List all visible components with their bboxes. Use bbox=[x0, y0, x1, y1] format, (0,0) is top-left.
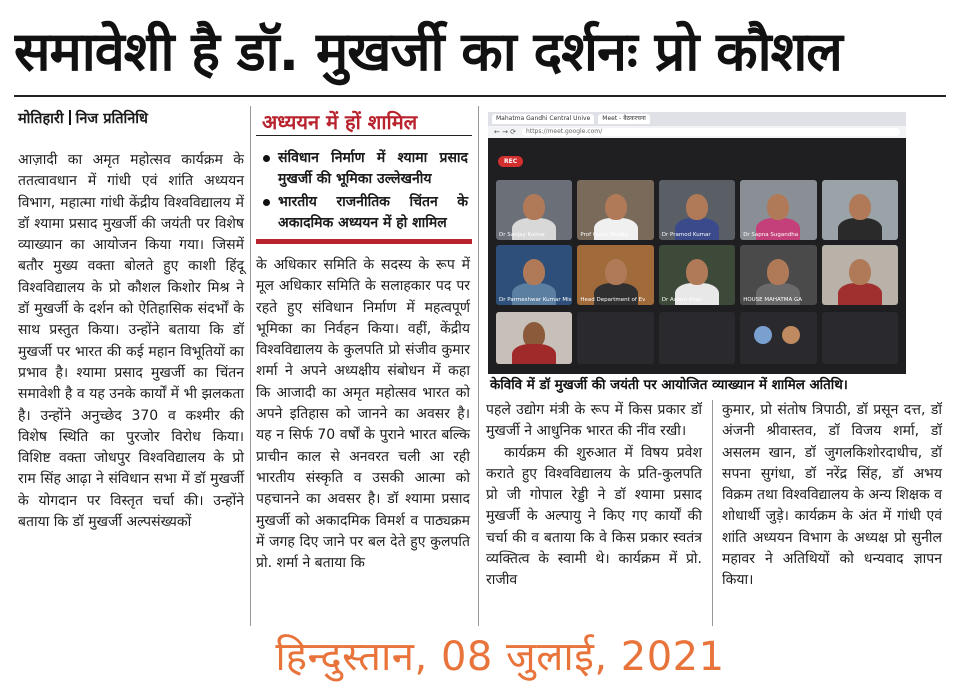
participant-tile bbox=[822, 312, 898, 364]
column-4-paragraph: कुमार, प्रो संतोष त्रिपाठी, डॉ प्रसून दत्त, डॉ अंजनी श्रीवास्तव, डॉ विजय शर्मा, डॉ असलम खान, डॉ जुगलकिशोरदाधीच, डॉ सपना सुगंधा, डॉ नरेंद्र सिंह, डॉ अभय विक्रम तथा विश्वविद्यालय के अन्य शिक्षक व शोधार्थी जुड़े। कार्यक्रम के अंत में गांधी एवं शांति अध्ययन विभाग के अध्यक्ष प्रो सुनील महावर ने अतिथियों को धन्यवाद ज्ञापन किया। bbox=[722, 402, 942, 589]
participant-tile bbox=[496, 312, 572, 364]
browser-url: https://meet.google.com/ bbox=[522, 128, 900, 136]
participant-tile bbox=[659, 312, 735, 364]
box-item: भारतीय राजनीतिक चिंतन के अकादमिक अध्ययन में हो शामिल bbox=[258, 192, 468, 234]
participant-face bbox=[767, 259, 789, 285]
box-title: अध्ययन में हों शामिल bbox=[262, 110, 418, 134]
participant-bottom-row bbox=[496, 312, 898, 364]
participant-face bbox=[767, 194, 789, 220]
browser-address-bar bbox=[488, 126, 906, 138]
participant-face bbox=[605, 259, 627, 285]
box-list bbox=[258, 148, 468, 236]
dateline-separator bbox=[69, 110, 71, 125]
article-column-1 bbox=[18, 150, 244, 533]
dateline bbox=[18, 108, 148, 128]
column-1-paragraph: आज़ादी का अमृत महोत्सव कार्यक्रम के ततत्वावधान में गांधी एवं शांति अध्ययन विभाग, महात्मा गांधी केंद्रीय विश्वविद्यालय में डॉ श्यामा प्रसाद मुखर्जी की जयंती पर विशेष व्याख्यान का आयोजन किया गया। जिसमें बतौर मुख्य वक्ता बोलते हुए काशी हिंदू विश्वविद्यालय के प्रो कौशल किशोर मिश्र ने डॉ मुखर्जी के दर्शन को ऐतिहासिक संदर्भों के साथ प्रस्तुत किया। उन्होंने बताया कि डॉ मुखर्जी पर भारत की कई महान विभूतियों का प्रभाव है। श्यामा प्रसाद मुखर्जी का चिंतन समावेशी है व यह उनके कार्यों में भी झलकता है। उन्होंने अनुच्छेद 370 व कश्मीर की विशेष स्थिति का पुरजोर विरोध किया। विशिष्ट वक्ता जोधपुर विश्वविद्यालय के प्रो राम सिंह आढ़ा ने संविधान सभा में डॉ मुखर्जी के योगदान पर विस्तृत चर्चा की। उन्होंने बताया कि डॉ मुखर्जी अल्पसंख्यकों bbox=[18, 152, 244, 531]
participant-body bbox=[838, 218, 882, 240]
column-divider bbox=[712, 400, 713, 626]
box-item: संविधान निर्माण में श्यामा प्रसाद मुखर्जी की भूमिका उल्लेखनीय bbox=[258, 148, 468, 190]
participant-name: Prof Gopal Reddy bbox=[580, 232, 628, 238]
participant-body bbox=[512, 344, 556, 364]
participant-tile bbox=[740, 312, 816, 364]
participant-face bbox=[686, 194, 708, 220]
participant-tile bbox=[496, 245, 572, 305]
participant-name: Head Department of Ev bbox=[580, 297, 646, 303]
participant-grid bbox=[496, 180, 898, 305]
participant-name: Dr Parmeshwar Kumar Mis bbox=[499, 297, 572, 303]
participant-tile bbox=[577, 245, 653, 305]
browser-tab: Mahatma Gandhi Central Unive bbox=[492, 114, 594, 124]
avatar bbox=[754, 326, 772, 344]
participant-tile bbox=[822, 180, 898, 240]
dateline-place: मोतिहारी bbox=[18, 111, 64, 127]
column-2-paragraph: के अधिकार समिति के सदस्य के रूप में मूल अधिकार समिति के सलाहकार पद पर रहते हुए संविधान निर्माण में महत्वपूर्ण भूमिका का निर्वहन किया। वहीं, केंद्रीय विश्वविद्यालय के कुलपति प्रो संजीव कुमार शर्मा ने अपने अध्यक्षीय संबोधन में कहा कि आजादी का अमृत महोत्सव भारत को अपने इतिहास को जानने का अवसर है। यह न सिर्फ 70 वर्षों के पुराने भारत बल्कि प्राचीन काल से अनवरत चली आ रही भारतीय संस्कृति व उसकी आत्मा को पहचानने का अवसर है। डॉ श्यामा प्रसाद मुखर्जी को अकादमिक विमर्श व पाठ्यक्रम में जगह दिए जाने पर बल देते हुए कुलपति प्रो. शर्मा ने बताया कि bbox=[256, 257, 470, 572]
browser-tab-bar bbox=[488, 112, 906, 126]
participant-face bbox=[523, 259, 545, 285]
source-stamp: हिन्दुस्तान, 08 जुलाई, 2021 bbox=[275, 634, 725, 680]
dateline-reporter: निज प्रतिनिधि bbox=[75, 111, 148, 127]
headline: समावेशी है डॉ. मुखर्जी का दर्शनः प्रो कौशल bbox=[14, 20, 842, 83]
participant-face bbox=[605, 194, 627, 220]
avatar bbox=[782, 326, 800, 344]
column-divider bbox=[250, 106, 251, 626]
participant-tile bbox=[740, 245, 816, 305]
participant-face bbox=[686, 259, 708, 285]
browser-tab: Meet - बैठकरचना bbox=[598, 114, 650, 124]
box-bottom-rule bbox=[256, 239, 472, 244]
participant-name: HOUSE MAHATMA GA bbox=[743, 297, 803, 303]
participant-tile bbox=[577, 312, 653, 364]
photo-caption: केविवि में डॉ मुखर्जी की जयंती पर आयोजित व्याख्यान में शामिल अतिथि। bbox=[490, 378, 848, 393]
article-column-3 bbox=[486, 400, 702, 592]
participant-tile bbox=[659, 245, 735, 305]
event-photo bbox=[488, 112, 906, 374]
headline-rule bbox=[14, 95, 946, 97]
participant-tile bbox=[740, 180, 816, 240]
participant-tile bbox=[577, 180, 653, 240]
participant-name: Dr Sanjay Kumar bbox=[499, 232, 546, 238]
participant-name: Dr Aslam Khan bbox=[661, 297, 703, 303]
participant-tile bbox=[659, 180, 735, 240]
participant-face bbox=[523, 194, 545, 220]
article-column-4 bbox=[722, 400, 942, 592]
participant-tile bbox=[822, 245, 898, 305]
participant-name: Dr Sapna Sugandha bbox=[743, 232, 799, 238]
participant-body bbox=[838, 283, 882, 305]
participant-face bbox=[849, 259, 871, 285]
recording-badge: REC bbox=[498, 156, 523, 167]
article-column-2 bbox=[256, 255, 470, 574]
participant-face bbox=[849, 194, 871, 220]
participant-tile bbox=[496, 180, 572, 240]
nav-arrows-icon: ← → ⟳ bbox=[494, 128, 517, 136]
column-3-paragraph: पहले उद्योग मंत्री के रूप में किस प्रकार डॉ मुखर्जी ने आधुनिक भारत की नींव रखी। bbox=[486, 402, 702, 440]
participant-name: Dr Pramod Kumar bbox=[661, 232, 711, 238]
column-3-paragraph: कार्यक्रम की शुरुआत में विषय प्रवेश कराते हुए विश्वविद्यालय के प्रति-कुलपति प्रो जी गोपाल रेड्डी ने डॉ श्यामा प्रसाद मुखर्जी के अल्पायु ने किए गए कार्यों की चर्चा की व बताया कि वे किस प्रकार स्वतंत्र व्यक्तित्व के स्वामी थे। कार्यक्रम में प्रो. राजीव bbox=[486, 444, 702, 589]
box-title-rule bbox=[256, 135, 472, 136]
column-divider bbox=[478, 106, 479, 626]
